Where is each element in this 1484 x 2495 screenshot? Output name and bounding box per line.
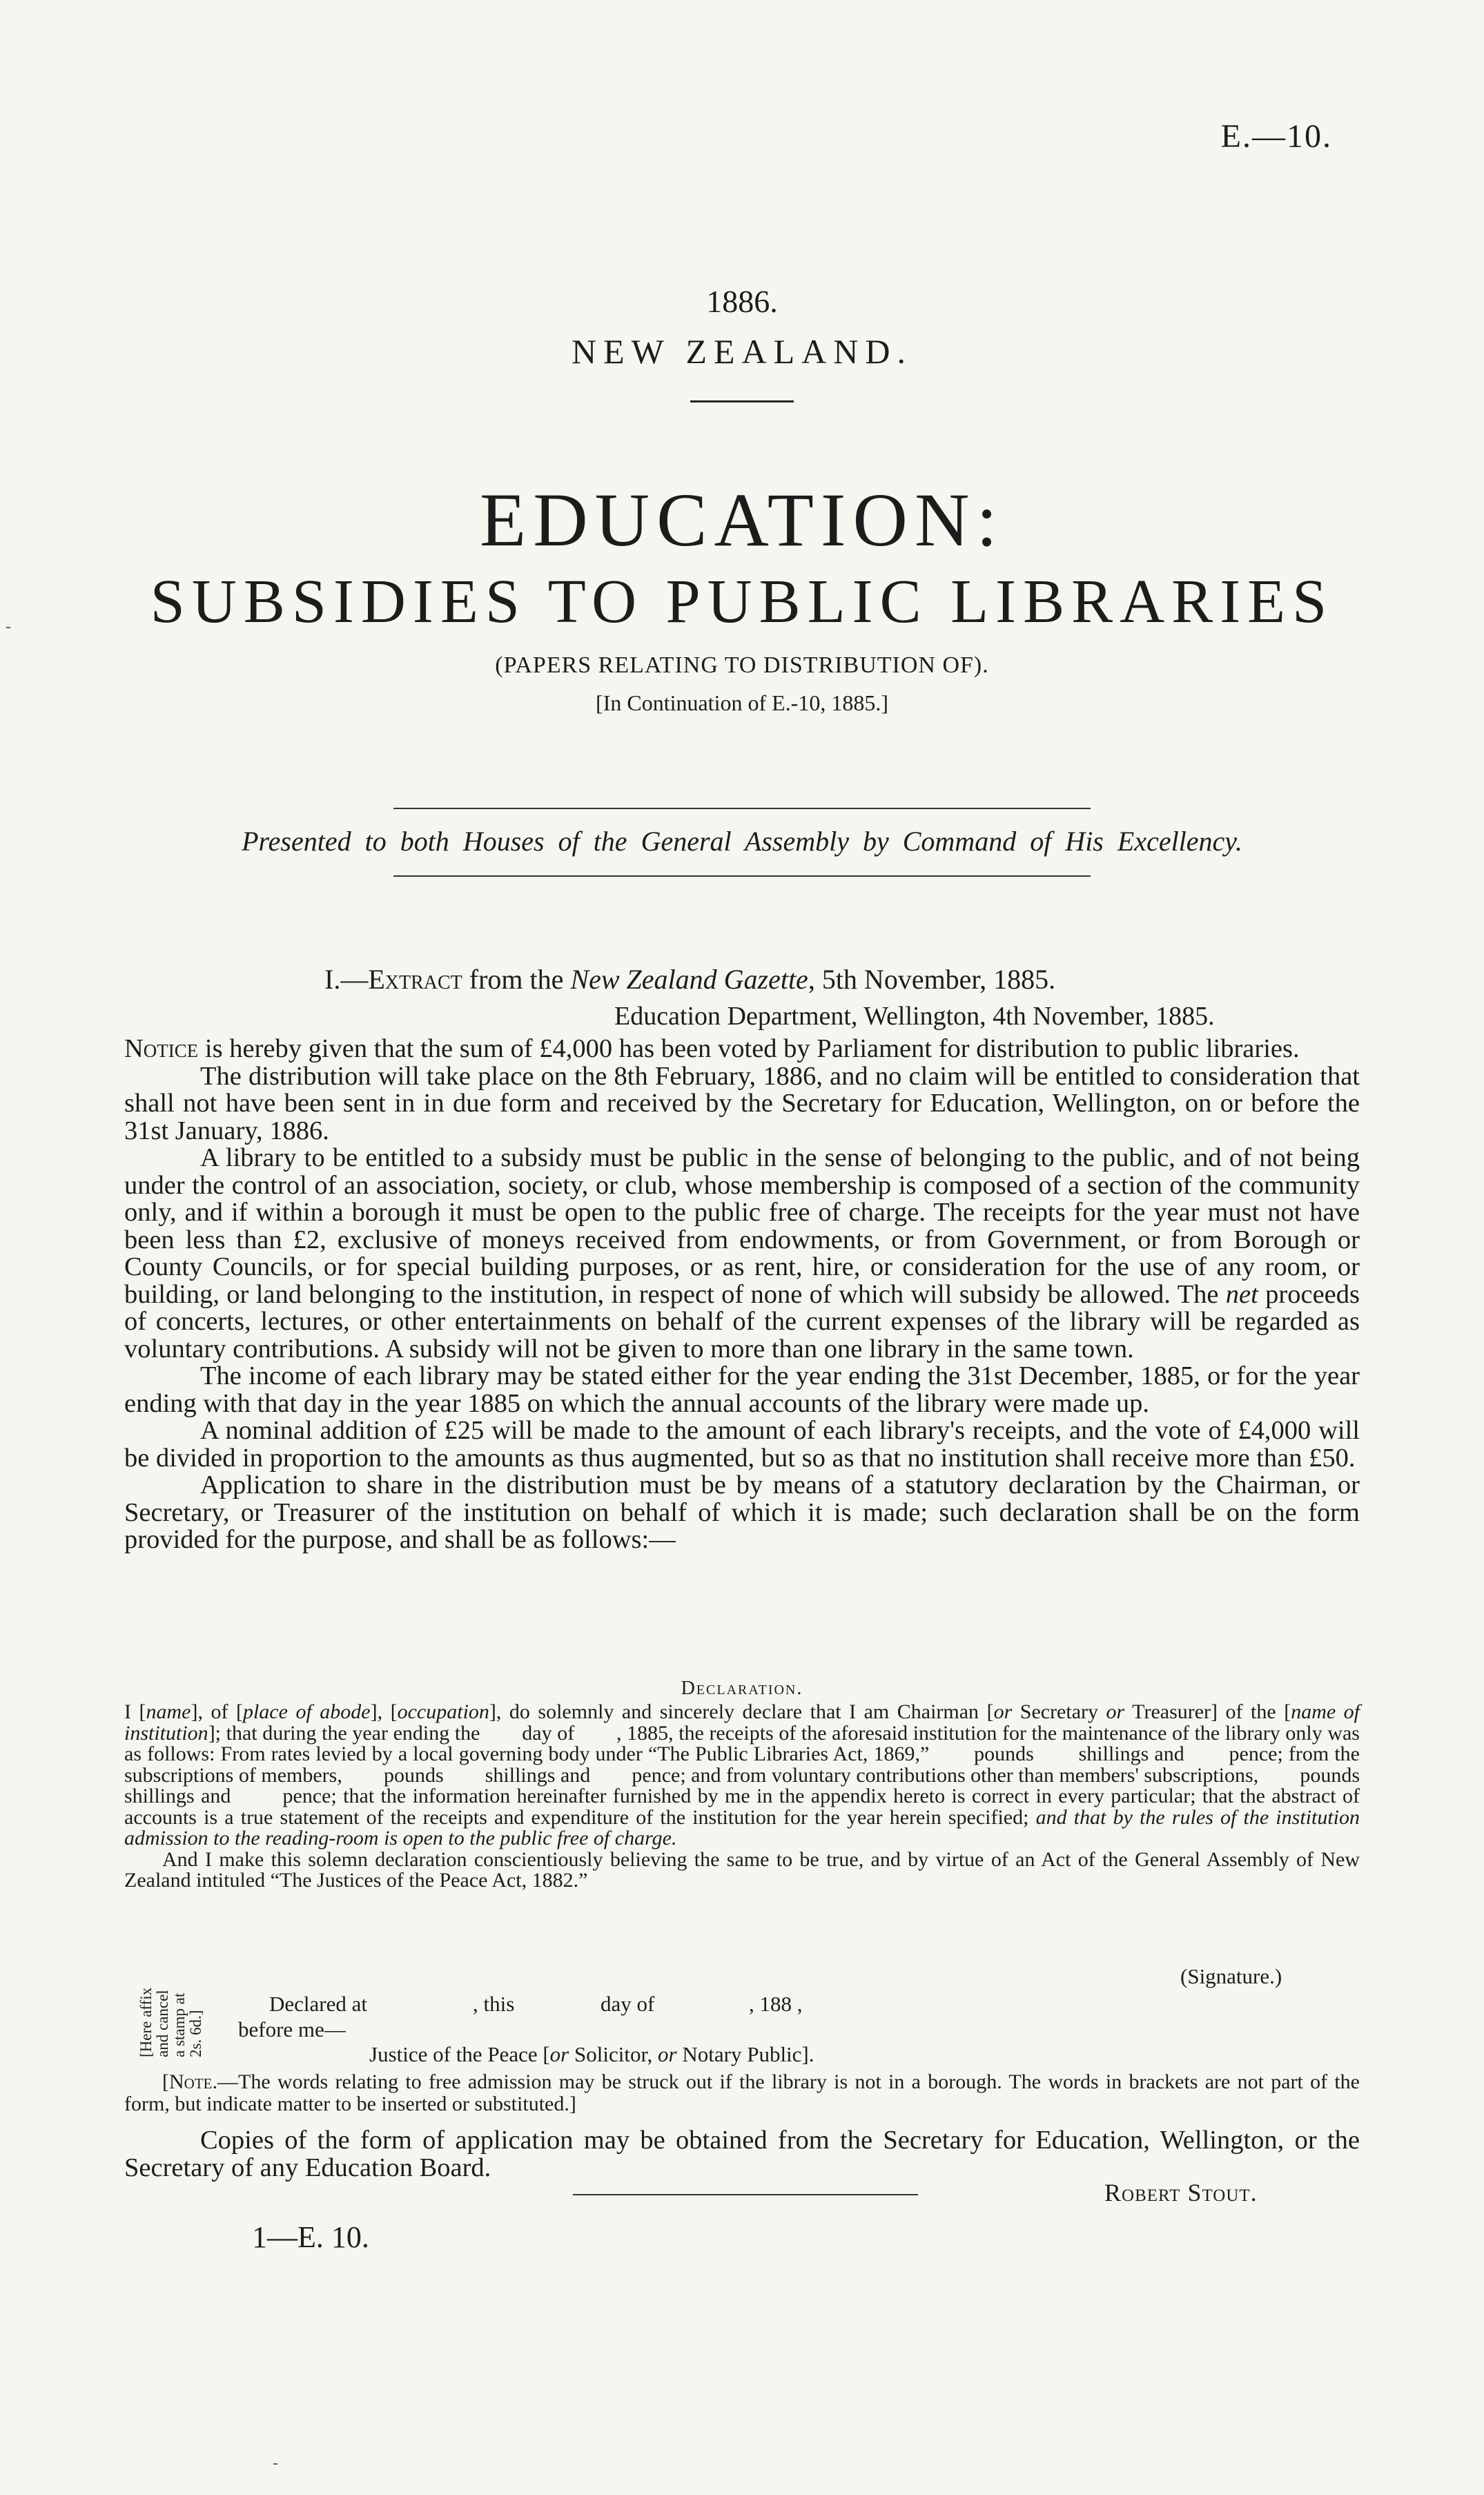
signatory-name: Robert Stout. xyxy=(1104,2179,1258,2206)
decl-t7: ]; that during the year ending the day of , 1885, the receipts of the aforesaid institution for the maintenance of the library only was as follows: From rates levied by a local governing body under “The Public Libraries Act, 1869,” pounds shillings and pence; from the subscriptions of members, pounds shillings and pence; and from voluntary contributions other than members' subscriptions, pounds shillings and pence; that the information hereinafter furnished by me in the appendix hereto is correct in every particular; that the abstract of accounts is a true statement of the receipts and expenditure of the institution for the year herein specified; xyxy=(124,1721,1401,1829)
notice-paragraph-1-text: is hereby given that the sum of £4,000 has been voted by Parliament for distribution to public libraries. xyxy=(198,1034,1300,1063)
presented-rule-bottom xyxy=(393,875,1091,877)
decl-name-field: name xyxy=(146,1700,191,1723)
notice-paragraph-6: Application to share in the distribution must be by means of a statutory declaration by the Chairman, or Secretary, or Treasurer of the institution on behalf of which it is made; such declaration shall be on the form provided for the purpose, and shall be as follows:— xyxy=(124,1470,1360,1554)
continuation-note: [In Continuation of E.-10, 1885.] xyxy=(596,690,888,715)
decl-t5: Secretary xyxy=(1012,1700,1106,1723)
extract-prefix: I.— xyxy=(324,964,369,995)
gazette-name: New Zealand Gazette xyxy=(570,964,808,995)
justice-or-1: or xyxy=(549,2042,569,2066)
note-label: Note. xyxy=(169,2070,217,2093)
signature-label: (Signature.) xyxy=(1180,1964,1282,1988)
year-blank-label: , 188 , xyxy=(749,1992,803,2016)
declared-at-label: Declared at xyxy=(269,1992,367,2016)
before-me-label: before me— xyxy=(238,2017,346,2041)
closing-rule xyxy=(573,2194,918,2195)
decl-occupation-field: occupation xyxy=(397,1700,489,1723)
notice-paragraph-5: A nominal addition of £25 will be made to the amount of each library's receipts, and the vote of £4,000 will be divided in proportion to the amounts as thus augmented, but so as that no institution shall receive more than £50. xyxy=(124,1416,1360,1473)
notice-lead-word: Notice xyxy=(124,1034,199,1063)
day-of-label: day of xyxy=(601,1992,655,2016)
document-year: 1886. xyxy=(706,284,778,319)
decl-t1: I [ xyxy=(124,1700,146,1723)
form-note xyxy=(124,2071,1360,2115)
notice-paragraph-3b: proceeds of concerts, lectures, or other entertainments on behalf of the current expenses of the library will be regarded as voluntary contributions. A subsidy will not be given to more than one library in the same town. xyxy=(124,1279,1360,1363)
notice-body xyxy=(124,1036,1360,1554)
papers-caption: (PAPERS RELATING TO DISTRIBUTION OF). xyxy=(495,652,989,678)
copies-paragraph: Copies of the form of application may be obtained from the Secretary for Education, Wellington, or the Secretary of any Education Board. xyxy=(124,2126,1360,2182)
this-label: , this xyxy=(473,1992,515,2016)
presented-line: Presented to both Houses of the General Assembly by Command of His Excellency. xyxy=(242,826,1242,857)
declaration-paragraph-2: And I make this solemn declaration conscientiously believing the same to be true, and by virtue of an Act of the General Assembly of New Zealand intituled “The Justices of the Peace Act, 1882.” xyxy=(124,1847,1360,1892)
notice-paragraph-1 xyxy=(124,1036,1360,1063)
stamp-note xyxy=(138,1961,214,2057)
decl-or-2: or xyxy=(1106,1700,1125,1723)
country-heading: NEW ZEALAND. xyxy=(572,332,912,371)
extract-from: from the xyxy=(462,964,571,995)
declaration-body xyxy=(124,1700,1401,1892)
notice-paragraph-3 xyxy=(124,1145,1360,1363)
declaration-heading: Declaration. xyxy=(681,1678,803,1699)
title-divider xyxy=(690,400,794,402)
extract-heading xyxy=(324,963,1055,996)
decl-institution-field: name of institution xyxy=(124,1700,1360,1745)
decl-free-admission: and that by the rules of the institution admission to the reading-room is open to the public free of charge. xyxy=(124,1805,1360,1850)
justice-text-a: Justice of the Peace [ xyxy=(369,2042,550,2066)
extract-label: Extract xyxy=(368,964,462,995)
justice-or-2: or xyxy=(658,2042,677,2066)
justice-text-c: Notary Public]. xyxy=(676,2042,814,2066)
notice-paragraph-4: The income of each library may be stated either for the year ending the 31st December, 1885, or for the year ending with that day in the year 1885 on which the annual accounts of the library were made up. xyxy=(124,1361,1360,1418)
page-title: EDUCATION: xyxy=(480,478,1004,562)
stamp-line-3: a stamp at xyxy=(170,1992,188,2057)
declaration-paragraph-1 xyxy=(124,1700,1401,1850)
presented-rule-top xyxy=(393,808,1091,809)
decl-t6: Treasurer] of the [ xyxy=(1124,1700,1291,1723)
stamp-line-2: and cancel xyxy=(154,1990,171,2057)
decl-or-1: or xyxy=(993,1700,1013,1723)
notice-paragraph-2: The distribution will take place on the 8th February, 1886, and no claim will be entitled to consideration that shall not have been sent in in due form and received by the Secretary for Education, Wellington, on or before the 31st January, 1886. xyxy=(124,1061,1360,1145)
stamp-line-4: 2s. 6d.] xyxy=(187,2010,204,2057)
scan-mark-bottom: - xyxy=(273,2454,278,2472)
decl-t2: ], of [ xyxy=(191,1700,243,1723)
page-subtitle: SUBSIDIES TO PUBLIC LIBRARIES xyxy=(150,567,1334,636)
department-dateline: Education Department, Wellington, 4th November, 1885. xyxy=(614,1002,1215,1031)
decl-t3: ], [ xyxy=(370,1700,398,1723)
note-text: —The words relating to free admission may be struck out if the library is not in a borough. The words in brackets are not part of the form, but indicate matter to be inserted or substituted.] xyxy=(124,2070,1360,2115)
sheet-number: 1—E. 10. xyxy=(252,2220,369,2254)
scan-mark-left: - xyxy=(6,618,11,636)
note-bracket: [ xyxy=(162,2070,169,2093)
justice-line xyxy=(369,2042,814,2067)
page-code: E.—10. xyxy=(1220,118,1332,155)
stamp-line-1: [Here affix xyxy=(137,1987,155,2057)
extract-date: , 5th November, 1885. xyxy=(808,964,1056,995)
decl-abode-field: place of abode xyxy=(242,1700,371,1723)
decl-t4: ], do solemnly and sincerely declare that I am Chairman [ xyxy=(489,1700,994,1723)
notice-paragraph-3a: A library to be entitled to a subsidy must be public in the sense of belonging to the public, and of not being under the control of an association, society, or club, whose membership is composed of a section of the community only, and if within a borough it must be open to the public free of charge. The receipts for the year must not have been less than £2, exclusive of moneys received from endowments, or from Government, or from Borough or County Councils, or for special building purposes, or as rent, hire, or consideration for the use of any room, or building, or land belonging to the institution, in respect of none of which will subsidy be allowed. The xyxy=(124,1143,1360,1309)
justice-text-b: Solicitor, xyxy=(569,2042,658,2066)
net-word: net xyxy=(1225,1279,1258,1309)
